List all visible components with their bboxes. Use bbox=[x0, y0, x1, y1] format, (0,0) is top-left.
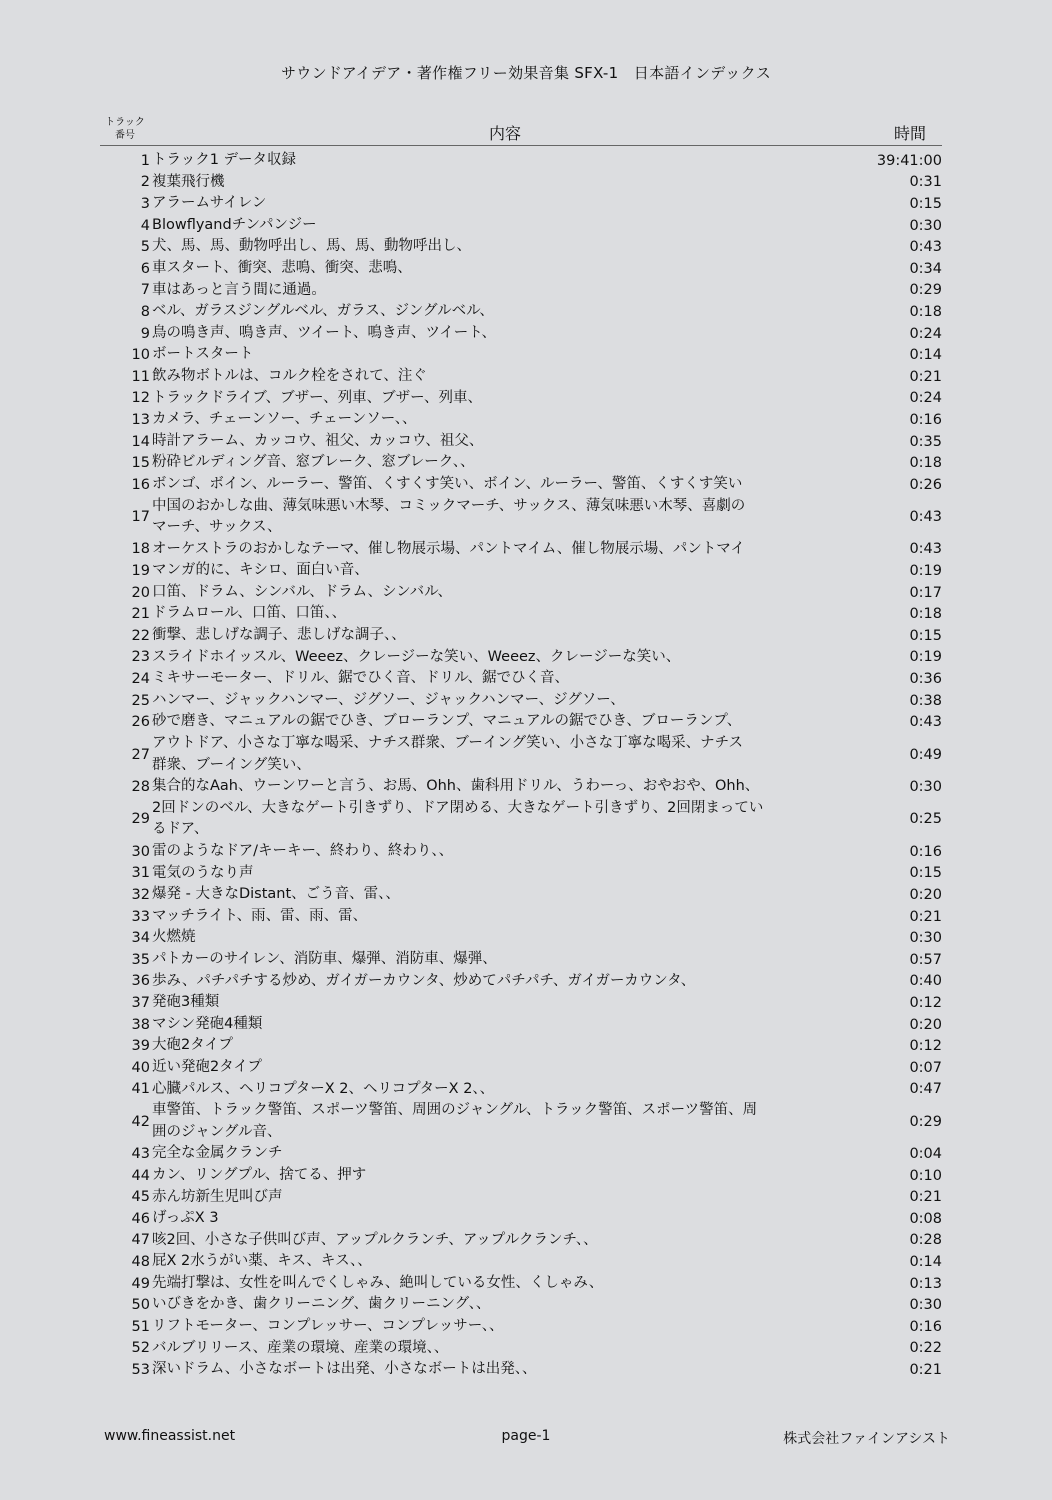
track-number: 8 bbox=[140, 303, 150, 320]
track-content bbox=[150, 884, 852, 906]
track-content bbox=[150, 280, 852, 302]
track-number: 24 bbox=[131, 671, 150, 688]
track-number: 49 bbox=[131, 1275, 150, 1292]
track-content-line: バルブリリース、産業の環境、産業の環境、、 bbox=[152, 1339, 449, 1356]
track-content-line: 中国のおかしな曲、薄気味悪い木琴、コミックマーチ、サックス、薄気味悪い木琴、喜劇の bbox=[152, 497, 746, 514]
track-content-line: アラームサイレン bbox=[152, 195, 267, 212]
track-content bbox=[150, 971, 852, 993]
track-content bbox=[150, 1251, 852, 1273]
track-content bbox=[150, 539, 852, 561]
track-number: 9 bbox=[140, 325, 150, 342]
track-time: 0:15 bbox=[909, 195, 942, 212]
track-content bbox=[150, 366, 852, 388]
footer-website: www.fineassist.net bbox=[104, 1428, 236, 1444]
table-row bbox=[100, 236, 942, 258]
track-content bbox=[150, 1143, 852, 1165]
table-row bbox=[100, 150, 942, 172]
table-row bbox=[100, 1359, 942, 1381]
table-row bbox=[100, 344, 942, 366]
track-time: 0:36 bbox=[909, 671, 942, 688]
track-number: 28 bbox=[131, 779, 150, 796]
header-time: 時間 bbox=[893, 124, 926, 143]
track-content-line: 囲のジャングル音、 bbox=[152, 1123, 282, 1140]
table-row bbox=[100, 1273, 942, 1295]
track-number: 26 bbox=[131, 714, 150, 731]
track-content bbox=[150, 1273, 852, 1295]
track-content bbox=[150, 474, 852, 496]
track-time: 0:40 bbox=[909, 973, 942, 990]
track-time: 0:28 bbox=[909, 1232, 942, 1249]
track-time: 0:30 bbox=[909, 217, 942, 234]
track-time: 0:29 bbox=[909, 282, 942, 299]
track-content bbox=[150, 1057, 852, 1079]
track-number: 15 bbox=[131, 455, 150, 472]
table-row bbox=[100, 193, 942, 215]
track-content-line: 砂で磨き、マニュアルの鋸でひき、ブローランプ、マニュアルの鋸でひき、ブローランプ、 bbox=[152, 713, 742, 730]
header-content: 内容 bbox=[488, 124, 521, 143]
track-number: 44 bbox=[131, 1167, 150, 1184]
track-time: 0:13 bbox=[909, 1275, 942, 1292]
track-time: 0:30 bbox=[909, 1297, 942, 1314]
track-number: 45 bbox=[131, 1189, 150, 1206]
table-row bbox=[100, 1057, 942, 1079]
track-content-line: げっぷX 3 bbox=[152, 1210, 219, 1227]
track-content bbox=[150, 1100, 852, 1143]
track-number: 17 bbox=[131, 509, 150, 526]
table-row bbox=[100, 1143, 942, 1165]
table-row bbox=[100, 603, 942, 625]
track-number: 3 bbox=[140, 195, 150, 212]
track-time: 0:30 bbox=[909, 779, 942, 796]
table-row bbox=[100, 280, 942, 302]
track-number: 50 bbox=[131, 1297, 150, 1314]
track-number: 40 bbox=[131, 1059, 150, 1076]
table-row bbox=[100, 388, 942, 410]
track-content bbox=[150, 927, 852, 949]
track-number: 16 bbox=[131, 476, 150, 493]
track-number: 47 bbox=[131, 1232, 150, 1249]
track-time: 0:24 bbox=[909, 390, 942, 407]
track-content-line: スライドホイッスル、Weeez、クレージーな笑い、Weeez、クレージーな笑い、 bbox=[152, 648, 681, 665]
table-row bbox=[100, 647, 942, 669]
track-content bbox=[150, 776, 852, 798]
track-content-line: 口笛、ドラム、シンバル、ドラム、シンバル、 bbox=[152, 583, 453, 600]
track-number: 38 bbox=[131, 1016, 150, 1033]
track-content-line: いびきをかき、歯クリーニング、歯クリーニング、、 bbox=[152, 1296, 491, 1313]
track-time: 0:57 bbox=[909, 951, 942, 968]
track-number: 22 bbox=[131, 627, 150, 644]
track-content bbox=[150, 560, 852, 582]
track-time: 0:12 bbox=[909, 1038, 942, 1055]
track-content-line: 雷のようなドア/キーキー、終わり、終わり、、 bbox=[152, 843, 454, 859]
track-number: 35 bbox=[131, 951, 150, 968]
track-table bbox=[100, 150, 942, 1381]
track-number: 29 bbox=[131, 811, 150, 828]
track-number: 14 bbox=[131, 433, 150, 450]
track-content bbox=[150, 906, 852, 928]
track-time: 0:43 bbox=[909, 541, 942, 558]
track-number: 48 bbox=[131, 1254, 150, 1271]
table-row bbox=[100, 1014, 942, 1036]
table-row bbox=[100, 798, 942, 841]
table-row bbox=[100, 1035, 942, 1057]
table-row bbox=[100, 582, 942, 604]
table-row bbox=[100, 1208, 942, 1230]
track-content bbox=[150, 733, 852, 776]
track-number: 31 bbox=[131, 865, 150, 882]
table-row bbox=[100, 431, 942, 453]
track-content-line: 車スタート、衝突、悲鳴、衝突、悲鳴、 bbox=[152, 259, 412, 276]
track-time: 0:21 bbox=[909, 1362, 942, 1379]
track-time: 0:18 bbox=[909, 455, 942, 472]
table-row bbox=[100, 690, 942, 712]
table-row bbox=[100, 776, 942, 798]
track-content-line: 火燃焼 bbox=[152, 929, 196, 946]
track-time: 0:15 bbox=[909, 627, 942, 644]
table-row bbox=[100, 474, 942, 496]
track-content-line: 屁X 2水うがい薬、キス、キス、、 bbox=[152, 1253, 372, 1270]
track-content-line: パトカーのサイレン、消防車、爆弾、消防車、爆弾、 bbox=[152, 950, 497, 967]
track-content-line: トラックドライブ、ブザー、列車、ブザー、列車、 bbox=[152, 389, 483, 406]
track-content-line: カメラ、チェーンソー、チェーンソー、、 bbox=[152, 411, 417, 428]
track-content-line: 心臓パルス、ヘリコプターX 2、ヘリコプターX 2、、 bbox=[152, 1080, 495, 1097]
track-content bbox=[150, 582, 852, 604]
track-content bbox=[150, 668, 852, 690]
track-content-line: 衝撃、悲しげな調子、悲しげな調子、、 bbox=[152, 627, 406, 644]
track-number: 43 bbox=[131, 1146, 150, 1163]
track-content bbox=[150, 1316, 852, 1338]
track-time: 0:21 bbox=[909, 1189, 942, 1206]
table-row bbox=[100, 1316, 942, 1338]
track-time: 0:04 bbox=[909, 1146, 942, 1163]
track-content-line: 赤ん坊新生児叫び声 bbox=[152, 1188, 283, 1205]
document-title: サウンドアイデア・著作権フリー効果音集 SFX-1 日本語インデックス bbox=[280, 64, 772, 82]
track-time: 0:49 bbox=[909, 746, 942, 763]
track-time: 0:14 bbox=[909, 347, 942, 364]
track-content-line: 大砲2タイプ bbox=[152, 1037, 233, 1054]
table-row bbox=[100, 625, 942, 647]
track-content-line: カン、リングプル、捨てる、押す bbox=[152, 1166, 367, 1183]
track-number: 13 bbox=[131, 411, 150, 428]
track-content-line: ボンゴ、ボイン、ルーラー、警笛、くすくす笑い、ボイン、ルーラー、警笛、くすくす笑い bbox=[152, 475, 743, 492]
track-content-line: 集合的なAah、ウーンワーと言う、お馬、Ohh、歯科用ドリル、うわーっ、おやおや、Ohh、 bbox=[152, 778, 760, 795]
track-number: 25 bbox=[131, 692, 150, 709]
table-row bbox=[100, 560, 942, 582]
track-number: 19 bbox=[131, 563, 150, 580]
table-row bbox=[100, 1079, 942, 1101]
track-time: 0:22 bbox=[909, 1340, 942, 1357]
track-content bbox=[150, 690, 852, 712]
table-row bbox=[100, 496, 942, 539]
track-content-line: 近い発砲2タイプ bbox=[152, 1058, 262, 1075]
table-row bbox=[100, 301, 942, 323]
track-content bbox=[150, 949, 852, 971]
track-content-line: ミキサーモーター、ドリル、鋸でひく音、ドリル、鋸でひく音、 bbox=[152, 670, 570, 687]
track-number: 1 bbox=[140, 152, 150, 169]
track-number: 36 bbox=[131, 973, 150, 990]
track-time: 0:21 bbox=[909, 908, 942, 925]
track-time: 0:31 bbox=[909, 174, 942, 191]
track-content bbox=[150, 1187, 852, 1209]
track-content bbox=[150, 1294, 852, 1316]
track-number: 11 bbox=[131, 368, 150, 385]
track-content bbox=[150, 344, 852, 366]
track-time: 0:19 bbox=[909, 649, 942, 666]
track-time: 0:16 bbox=[909, 1318, 942, 1335]
track-content bbox=[150, 496, 852, 539]
track-content bbox=[150, 1359, 852, 1381]
track-time: 0:34 bbox=[909, 260, 942, 277]
track-number: 18 bbox=[131, 541, 150, 558]
table-row bbox=[100, 1187, 942, 1209]
track-content-line: マッチライト、雨、雷、雨、雷、 bbox=[152, 907, 368, 924]
table-row bbox=[100, 366, 942, 388]
track-number: 30 bbox=[131, 843, 150, 860]
track-content-line: 発砲3種類 bbox=[152, 994, 220, 1011]
track-content-line: マーチ、サックス、 bbox=[152, 519, 282, 536]
header-track-number-line2: 番号 bbox=[115, 130, 135, 141]
track-content bbox=[150, 863, 852, 885]
track-content bbox=[150, 409, 852, 431]
table-row bbox=[100, 884, 942, 906]
track-number: 23 bbox=[131, 649, 150, 666]
track-content bbox=[150, 603, 852, 625]
track-content bbox=[150, 1208, 852, 1230]
track-content-line: 車警笛、トラック警笛、スポーツ警笛、周囲のジャングル、トラック警笛、スポーツ警笛、周 bbox=[152, 1102, 758, 1119]
track-number: 37 bbox=[131, 994, 150, 1011]
table-row bbox=[100, 1251, 942, 1273]
track-content-line: アウトドア、小さな丁寧な喝采、ナチス群衆、ブーイング笑い、小さな丁寧な喝采、ナチス bbox=[152, 735, 744, 752]
track-content-line: 車はあっと言う間に通過。 bbox=[152, 281, 326, 298]
track-time: 0:43 bbox=[909, 239, 942, 256]
table-row bbox=[100, 841, 942, 863]
table-row bbox=[100, 258, 942, 280]
track-content-line: 2回ドンのベル、大きなゲート引きずり、ドア閉める、大きなゲート引きずり、2回閉まってい bbox=[152, 799, 764, 816]
track-content-line: ドラムロール、口笛、口笛、、 bbox=[152, 605, 347, 622]
track-content bbox=[150, 1230, 852, 1252]
track-content-line: 複葉飛行機 bbox=[152, 173, 225, 190]
table-row bbox=[100, 215, 942, 237]
track-time: 39:41:00 bbox=[876, 152, 942, 169]
track-time: 0:12 bbox=[909, 994, 942, 1011]
track-content bbox=[150, 992, 852, 1014]
track-time: 0:38 bbox=[909, 692, 942, 709]
track-number: 41 bbox=[131, 1081, 150, 1098]
track-time: 0:35 bbox=[909, 433, 942, 450]
track-time: 0:47 bbox=[909, 1081, 942, 1098]
track-number: 32 bbox=[131, 886, 150, 903]
track-time: 0:19 bbox=[909, 563, 942, 580]
track-time: 0:15 bbox=[909, 865, 942, 882]
track-content bbox=[150, 1035, 852, 1057]
track-time: 0:17 bbox=[909, 584, 942, 601]
track-number: 27 bbox=[131, 746, 150, 763]
track-content-line: オーケストラのおかしなテーマ、催し物展示場、パントマイム、催し物展示場、パントマイ bbox=[152, 540, 745, 557]
table-row bbox=[100, 409, 942, 431]
track-content-line: マシン発砲4種類 bbox=[152, 1015, 263, 1032]
track-content bbox=[150, 452, 852, 474]
track-content-line: 時計アラーム、カッコウ、祖父、カッコウ、祖父、 bbox=[152, 432, 484, 449]
table-row bbox=[100, 539, 942, 561]
track-content-line: 鳥の鳴き声、鳴き声、ツイート、鳴き声、ツイート、 bbox=[152, 324, 496, 341]
track-number: 2 bbox=[140, 174, 150, 191]
track-time: 0:10 bbox=[909, 1167, 942, 1184]
track-time: 0:07 bbox=[909, 1059, 942, 1076]
track-content bbox=[150, 647, 852, 669]
track-content bbox=[150, 172, 852, 194]
track-content bbox=[150, 1014, 852, 1036]
track-number: 7 bbox=[140, 282, 150, 299]
footer-page-number: page-1 bbox=[501, 1428, 551, 1444]
track-time: 0:26 bbox=[909, 476, 942, 493]
table-row bbox=[100, 992, 942, 1014]
track-number: 5 bbox=[140, 239, 150, 256]
track-time: 0:24 bbox=[909, 325, 942, 342]
track-time: 0:25 bbox=[909, 811, 942, 828]
track-content-line: 犬、馬、馬、動物呼出し、馬、馬、動物呼出し、 bbox=[152, 238, 471, 255]
track-time: 0:14 bbox=[909, 1254, 942, 1271]
track-time: 0:18 bbox=[909, 606, 942, 623]
track-content bbox=[150, 1338, 852, 1360]
track-content-line: 完全な金属クランチ bbox=[152, 1145, 283, 1162]
track-content-line: 先端打撃は、女性を叫んでくしゃみ、絶叫している女性、くしゃみ、 bbox=[152, 1274, 604, 1291]
table-row bbox=[100, 711, 942, 733]
track-content bbox=[150, 711, 852, 733]
table-row bbox=[100, 1100, 942, 1143]
track-content-line: トラック1 データ収録 bbox=[152, 152, 297, 168]
track-content-line: 歩み、パチパチする炒め、ガイガーカウンタ、炒めてパチパチ、ガイガーカウンタ、 bbox=[152, 972, 696, 989]
track-number: 46 bbox=[131, 1210, 150, 1227]
track-number: 20 bbox=[131, 584, 150, 601]
track-content-line: 飲み物ボトルは、コルク栓をされて、注ぐ bbox=[152, 367, 427, 384]
track-content bbox=[150, 1165, 852, 1187]
track-content bbox=[150, 798, 852, 841]
table-row bbox=[100, 906, 942, 928]
track-content-line: 群衆、ブーイング笑い、 bbox=[152, 756, 311, 773]
track-content-line: るドア、 bbox=[152, 821, 209, 838]
table-row bbox=[100, 927, 942, 949]
table-row bbox=[100, 971, 942, 993]
track-content bbox=[150, 193, 852, 215]
track-content-line: 深いドラム、小さなボートは出発、小さなボートは出発、、 bbox=[152, 1361, 537, 1378]
table-row bbox=[100, 452, 942, 474]
header-divider bbox=[100, 145, 942, 146]
track-time: 0:21 bbox=[909, 368, 942, 385]
track-number: 12 bbox=[131, 390, 150, 407]
track-number: 10 bbox=[131, 347, 150, 364]
table-row bbox=[100, 323, 942, 345]
track-time: 0:18 bbox=[909, 303, 942, 320]
track-number: 52 bbox=[131, 1340, 150, 1357]
track-content bbox=[150, 323, 852, 345]
track-time: 0:16 bbox=[909, 843, 942, 860]
table-row bbox=[100, 863, 942, 885]
track-content bbox=[150, 258, 852, 280]
track-content-line: 電気のうなり声 bbox=[152, 864, 254, 881]
track-number: 34 bbox=[131, 930, 150, 947]
track-number: 42 bbox=[131, 1113, 150, 1130]
track-content-line: 爆発 - 大きなDistant、ごう音、雷、、 bbox=[152, 886, 400, 903]
track-time: 0:43 bbox=[909, 714, 942, 731]
table-row bbox=[100, 1294, 942, 1316]
table-row bbox=[100, 949, 942, 971]
track-content bbox=[150, 625, 852, 647]
track-content-line: ベル、ガラスジングルベル、ガラス、ジングルベル、 bbox=[152, 303, 494, 320]
track-number: 6 bbox=[140, 260, 150, 277]
track-content-line: リフトモーター、コンプレッサー、コンプレッサー、、 bbox=[152, 1318, 504, 1335]
track-content bbox=[150, 431, 852, 453]
track-time: 0:20 bbox=[909, 1016, 942, 1033]
track-number: 21 bbox=[131, 606, 150, 623]
table-row bbox=[100, 1165, 942, 1187]
table-row bbox=[100, 172, 942, 194]
track-content-line: 粉砕ビルディング音、窓ブレーク、窓ブレーク、、 bbox=[152, 454, 475, 471]
track-content-line: マンガ的に、キシロ、面白い音、 bbox=[152, 562, 369, 579]
track-time: 0:43 bbox=[909, 509, 942, 526]
track-time: 0:30 bbox=[909, 930, 942, 947]
track-time: 0:20 bbox=[909, 886, 942, 903]
footer-company: 株式会社ファインアシスト bbox=[783, 1431, 950, 1447]
track-content-line: ボートスタート bbox=[152, 346, 254, 363]
track-content bbox=[150, 841, 852, 863]
table-row bbox=[100, 1230, 942, 1252]
track-number: 39 bbox=[131, 1038, 150, 1055]
track-number: 53 bbox=[131, 1362, 150, 1379]
track-content-line: 咳2回、小さな子供叫び声、アップルクランチ、アップルクランチ、、 bbox=[152, 1231, 598, 1248]
header-track-number-line1: トラック bbox=[105, 117, 145, 128]
track-number: 4 bbox=[140, 217, 150, 234]
track-number: 33 bbox=[131, 908, 150, 925]
track-content bbox=[150, 1079, 852, 1101]
track-content bbox=[150, 215, 852, 237]
table-row bbox=[100, 1338, 942, 1360]
table-row bbox=[100, 668, 942, 690]
track-content bbox=[150, 388, 852, 410]
track-time: 0:08 bbox=[909, 1210, 942, 1227]
track-content bbox=[150, 236, 852, 258]
track-content-line: Blowflyandチンパンジー bbox=[152, 216, 317, 233]
track-number: 51 bbox=[131, 1318, 150, 1335]
table-row bbox=[100, 733, 942, 776]
track-time: 0:16 bbox=[909, 411, 942, 428]
track-time: 0:29 bbox=[909, 1113, 942, 1130]
track-content-line: ハンマー、ジャックハンマー、ジグソー、ジャックハンマー、ジグソー、 bbox=[152, 691, 625, 708]
track-content bbox=[150, 301, 852, 323]
track-content bbox=[150, 150, 852, 172]
